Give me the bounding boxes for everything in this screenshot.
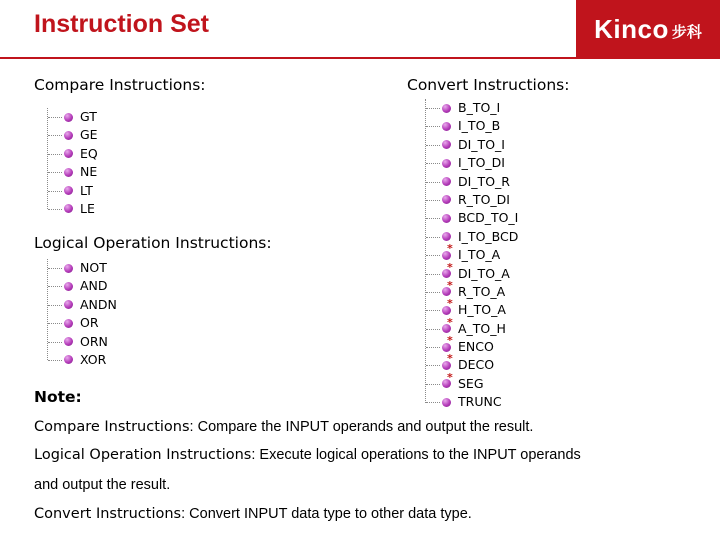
logical-tree <box>36 259 117 369</box>
instruction-label: OR <box>80 315 99 331</box>
tree-branch-line <box>48 342 62 343</box>
convert-item-a-to-h <box>414 315 518 338</box>
compare-item-le <box>36 200 98 218</box>
instruction-label: GT <box>80 109 97 124</box>
new-marker-icon: * <box>447 242 453 256</box>
instruction-label: I_TO_DI <box>458 155 505 171</box>
note-term-convert: Convert Instructions <box>34 506 182 522</box>
instruction-label: DECO <box>458 357 495 373</box>
tree-branch-line <box>426 218 440 219</box>
instruction-label: GE <box>80 127 98 143</box>
compare-item-lt <box>36 182 98 200</box>
convert-item-i-to-b <box>414 117 518 135</box>
note-label: Note: <box>34 388 82 406</box>
tree-branch-line <box>426 126 440 127</box>
convert-item-trunc <box>414 393 518 411</box>
instruction-node-icon <box>442 214 451 223</box>
tree-branch-line <box>426 145 440 146</box>
tree-branch-line <box>426 237 440 238</box>
note-term-compare: Compare Instructions <box>34 419 190 435</box>
instruction-label: LE <box>80 200 95 216</box>
convert-heading: Convert Instructions: <box>407 76 570 94</box>
logical-item-or <box>36 314 117 332</box>
tree-branch-line <box>426 310 440 311</box>
convert-item-di-to-i <box>414 136 518 154</box>
logical-item-andn <box>36 296 117 314</box>
tree-branch-line <box>48 268 62 269</box>
kinco-logo <box>576 0 720 59</box>
convert-item-i-to-a <box>414 242 518 264</box>
note-line-logical-cont <box>34 477 170 493</box>
convert-item-r-to-di <box>414 191 518 209</box>
instruction-label: NE <box>80 164 98 180</box>
instruction-node-icon <box>442 140 451 149</box>
instruction-label: R_TO_DI <box>458 191 510 207</box>
note-line-convert <box>34 506 472 522</box>
logo-brand-text: Kinco <box>594 14 669 44</box>
tree-branch-line <box>426 292 440 293</box>
convert-item-di-to-r <box>414 173 518 191</box>
note-line-compare <box>34 419 533 435</box>
convert-item-di-to-a <box>414 260 518 283</box>
instruction-label: ENCO <box>458 339 494 355</box>
instruction-node-icon <box>442 398 451 407</box>
instruction-node-icon <box>64 355 73 364</box>
logical-item-xor <box>36 351 117 369</box>
instruction-node-icon <box>64 149 73 158</box>
instruction-label: TRUNC <box>458 394 502 410</box>
note-text-logical-cont: and output the result. <box>34 477 171 493</box>
new-marker-icon: * <box>447 315 453 329</box>
instruction-node-icon <box>64 113 73 122</box>
tree-branch-line <box>48 305 62 306</box>
tree-branch-line <box>426 365 440 366</box>
convert-item-deco <box>414 352 518 374</box>
note-text-convert: : Convert INPUT data type to other data type. <box>181 506 472 522</box>
convert-item-seg <box>414 370 518 393</box>
logical-item-and <box>36 277 117 295</box>
instruction-node-icon <box>64 282 73 291</box>
convert-tree <box>414 99 518 412</box>
instruction-label: ANDN <box>80 296 117 312</box>
tree-branch-line <box>426 108 440 109</box>
tree-branch-line <box>426 347 440 348</box>
tree-branch-line <box>48 191 62 192</box>
instruction-node-icon <box>64 319 73 328</box>
tree-branch-line <box>48 286 62 287</box>
tree-branch-line <box>48 360 62 361</box>
new-marker-icon: * <box>447 370 453 384</box>
tree-branch-line <box>426 200 440 201</box>
new-marker-icon: * <box>447 297 453 311</box>
convert-item-i-to-bcd <box>414 228 518 246</box>
new-marker-icon: * <box>447 260 453 274</box>
title-underline <box>0 57 720 59</box>
instruction-label: I_TO_A <box>458 247 501 263</box>
instruction-label: SEG <box>458 375 484 391</box>
instruction-label: DI_TO_R <box>458 173 510 189</box>
instruction-node-icon <box>442 177 451 186</box>
tree-branch-line <box>426 274 440 275</box>
instruction-label: B_TO_I <box>458 100 501 115</box>
instruction-label: DI_TO_I <box>458 136 505 152</box>
instruction-label: LT <box>80 182 93 198</box>
instruction-node-icon <box>64 337 73 346</box>
instruction-node-icon <box>64 186 73 195</box>
instruction-node-icon <box>442 159 451 168</box>
convert-item-r-to-a <box>414 278 518 301</box>
tree-branch-line <box>426 163 440 164</box>
compare-item-eq <box>36 145 98 163</box>
instruction-node-icon <box>442 122 451 131</box>
tree-branch-line <box>48 209 62 210</box>
instruction-node-icon <box>64 131 73 140</box>
note-text-logical: : Execute logical operations to the INPUT operands <box>251 447 581 463</box>
instruction-node-icon <box>442 104 451 113</box>
logical-item-not <box>36 259 117 277</box>
new-marker-icon: * <box>447 278 453 292</box>
instruction-label: AND <box>80 278 108 294</box>
logo-cn-text: 步科 <box>671 23 702 41</box>
tree-branch-line <box>48 135 62 136</box>
instruction-label: NOT <box>80 260 107 275</box>
instruction-node-icon <box>64 204 73 213</box>
compare-item-gt <box>36 108 98 126</box>
instruction-label: A_TO_H <box>458 320 506 336</box>
instruction-label: DI_TO_A <box>458 265 510 281</box>
instruction-node-icon <box>64 168 73 177</box>
convert-item-h-to-a <box>414 297 518 319</box>
convert-item-i-to-di <box>414 154 518 172</box>
instruction-label: H_TO_A <box>458 302 506 318</box>
logical-heading: Logical Operation Instructions: <box>34 234 272 252</box>
note-line-logical <box>34 447 581 463</box>
instruction-node-icon <box>64 264 73 273</box>
instruction-label: EQ <box>80 145 98 161</box>
instruction-label: R_TO_A <box>458 283 506 299</box>
instruction-node-icon <box>442 195 451 204</box>
instruction-label: I_TO_BCD <box>458 228 519 244</box>
instruction-node-icon <box>64 300 73 309</box>
compare-item-ge <box>36 126 98 144</box>
logical-item-orn <box>36 333 117 351</box>
compare-tree <box>36 108 98 218</box>
instruction-label: BCD_TO_I <box>458 210 519 226</box>
compare-heading: Compare Instructions: <box>34 76 206 94</box>
tree-branch-line <box>48 172 62 173</box>
new-marker-icon: * <box>447 334 453 348</box>
tree-branch-line <box>426 329 440 330</box>
instruction-label: XOR <box>80 351 107 367</box>
compare-item-ne <box>36 163 98 181</box>
tree-branch-line <box>426 402 440 403</box>
convert-item-enco <box>414 334 518 356</box>
convert-item-b-to-i <box>414 99 518 117</box>
note-term-logical: Logical Operation Instructions <box>34 447 252 463</box>
tree-branch-line <box>426 182 440 183</box>
tree-branch-line <box>48 154 62 155</box>
convert-item-bcd-to-i <box>414 209 518 227</box>
tree-branch-line <box>48 323 62 324</box>
instruction-label: I_TO_B <box>458 118 501 134</box>
tree-branch-line <box>426 255 440 256</box>
tree-branch-line <box>426 384 440 385</box>
note-text-compare: : Compare the INPUT operands and output the result. <box>189 419 534 435</box>
page-title: Instruction Set <box>34 10 210 38</box>
new-marker-icon: * <box>447 352 453 366</box>
instruction-label: ORN <box>80 333 108 349</box>
tree-branch-line <box>48 117 62 118</box>
